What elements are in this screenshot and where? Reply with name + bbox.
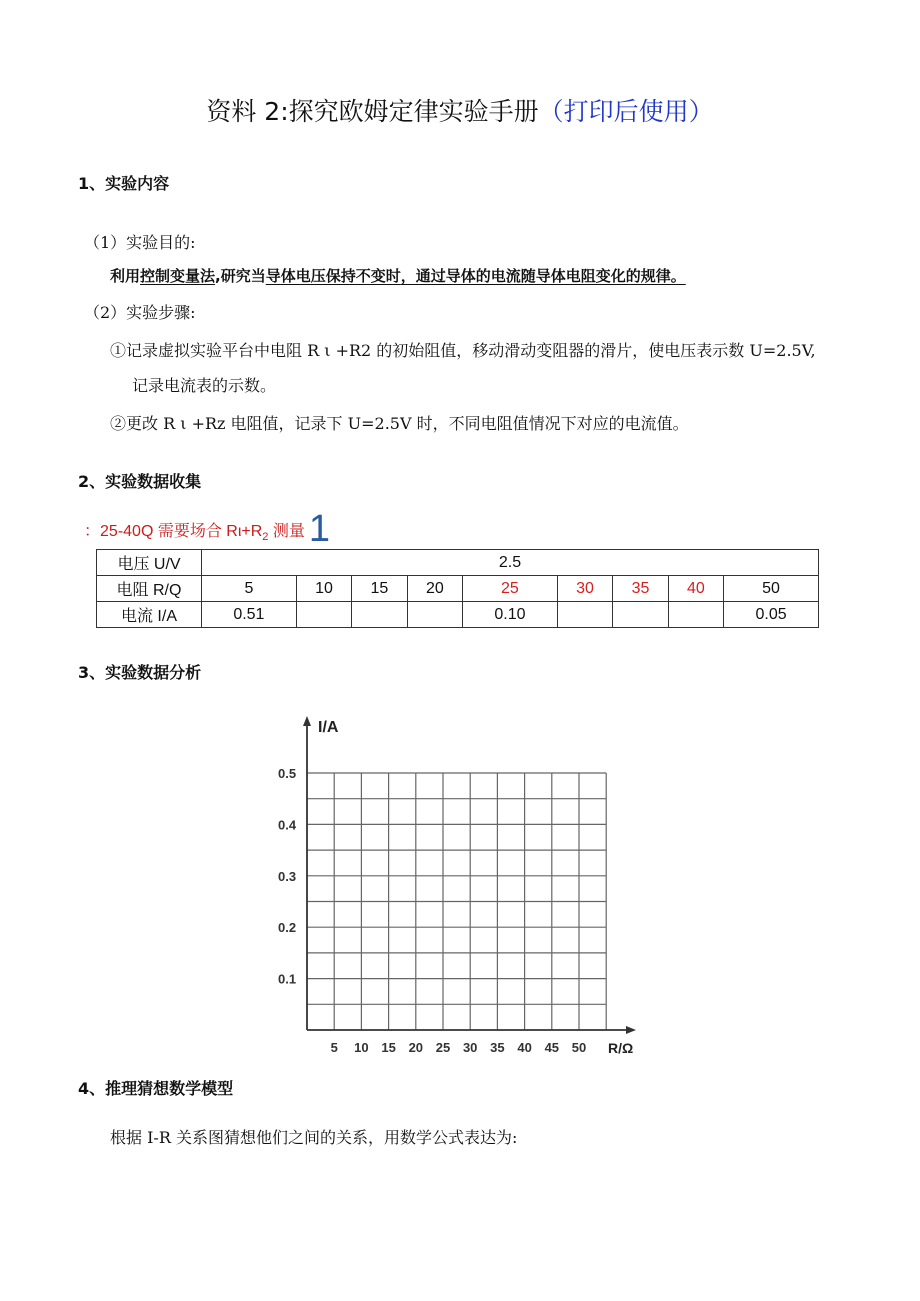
model-text: 根据 I-R 关系图猜想他们之间的关系，用数学公式表达为: <box>110 1128 518 1147</box>
title-main: 资料 2:探究欧姆定律实验手册 <box>206 97 539 126</box>
resistance-cell: 10 <box>296 576 351 602</box>
current-cell[interactable] <box>668 602 723 628</box>
purpose-keyword: ，通过导体的电流随导体电阻变化的规律。 <box>400 267 686 285</box>
current-cell[interactable] <box>296 602 351 628</box>
chart-grid <box>307 773 606 1030</box>
x-tick-label: 25 <box>435 1040 451 1055</box>
y-tick-labels <box>278 766 297 987</box>
step1-line2: 记录电流表的示数。 <box>132 376 277 395</box>
purpose-keyword: 控制变量法 <box>140 267 216 285</box>
table-row <box>97 602 819 628</box>
current-label: 电流 I/A <box>97 602 202 628</box>
resistance-cell: 5 <box>202 576 297 602</box>
title-print-note: （打印后使用） <box>538 97 714 126</box>
resistance-cell: 15 <box>352 576 407 602</box>
y-axis-label: I/A <box>318 719 339 736</box>
x-tick-label: 50 <box>571 1040 587 1055</box>
step1-line1: ①记录虚拟实验平台中电阻 R ι +R2 的初始阻值，移动滑动变阻器的滑片，使电压表示数 U=2.5V, <box>110 341 816 360</box>
resistance-cell: 20 <box>407 576 462 602</box>
x-tick-label: 15 <box>381 1040 396 1055</box>
resistance-label: 电阻 R/Q <box>97 576 202 602</box>
current-cell[interactable]: 0.05 <box>724 602 819 628</box>
section2-heading: 2、实验数据收集 <box>78 472 202 491</box>
y-tick-label: 0.1 <box>278 971 297 987</box>
y-tick-label: 0.2 <box>278 920 297 936</box>
data-table <box>96 549 819 628</box>
y-tick-label: 0.4 <box>278 817 297 833</box>
resistance-cell: 35 <box>613 576 668 602</box>
voltage-label: 电压 U/V <box>97 550 202 576</box>
x-tick-label: 40 <box>517 1040 532 1055</box>
current-cell[interactable]: 0.10 <box>463 602 558 628</box>
note-number: 1 <box>308 508 331 550</box>
table-row <box>97 550 819 576</box>
resistance-cell: 30 <box>557 576 612 602</box>
purpose-text <box>110 265 686 286</box>
note-subscript: 2 <box>262 531 269 544</box>
voltage-value: 2.5 <box>202 550 819 576</box>
resistance-cell: 25 <box>463 576 558 602</box>
note-prefix: ： <box>84 523 101 540</box>
x-axis-arrow <box>626 1026 636 1034</box>
y-tick-label: 0.5 <box>278 766 297 781</box>
x-tick-labels <box>331 1040 587 1055</box>
note-tail: 测量 <box>268 523 305 540</box>
y-tick-label: 0.3 <box>278 868 297 884</box>
resistance-cell: 50 <box>724 576 819 602</box>
resistance-cell: 40 <box>668 576 723 602</box>
current-cell[interactable]: 0.51 <box>202 602 297 628</box>
page-title <box>0 92 920 128</box>
x-axis-label: R/Ω <box>608 1040 634 1056</box>
current-cell[interactable] <box>407 602 462 628</box>
purpose-keyword: 导体电压保持不变时 <box>265 267 401 285</box>
step2-text: ②更改 R ι +Rz 电阻值，记录下 U=2.5V 时，不同电阻值情况下对应的电流值。 <box>110 414 689 433</box>
y-axis-arrow <box>303 716 311 726</box>
steps-label: （2）实验步骤: <box>84 303 196 322</box>
x-tick-label: 45 <box>544 1040 560 1055</box>
chart-axes <box>303 716 636 1034</box>
x-tick-label: 30 <box>462 1040 478 1055</box>
current-cell[interactable] <box>352 602 407 628</box>
x-tick-label: 20 <box>408 1040 424 1055</box>
current-cell[interactable] <box>613 602 668 628</box>
section1-heading: 1、实验内容 <box>78 174 170 193</box>
purpose-part: 利用 <box>110 267 141 285</box>
ir-chart <box>270 712 640 1057</box>
purpose-part: ,研究当 <box>215 267 266 285</box>
purpose-label: （1）实验目的: <box>84 233 196 252</box>
measurement-note <box>84 508 330 551</box>
x-tick-label: 10 <box>354 1040 369 1055</box>
current-cell[interactable] <box>557 602 612 628</box>
note-text: 25-40Q 需要场合 Rι+R <box>100 523 263 540</box>
section3-heading: 3、实验数据分析 <box>78 663 202 682</box>
x-tick-label: 5 <box>330 1040 338 1055</box>
section4-heading: 4、推理猜想数学模型 <box>78 1079 234 1098</box>
x-tick-label: 35 <box>490 1040 505 1055</box>
table-row <box>97 576 819 602</box>
